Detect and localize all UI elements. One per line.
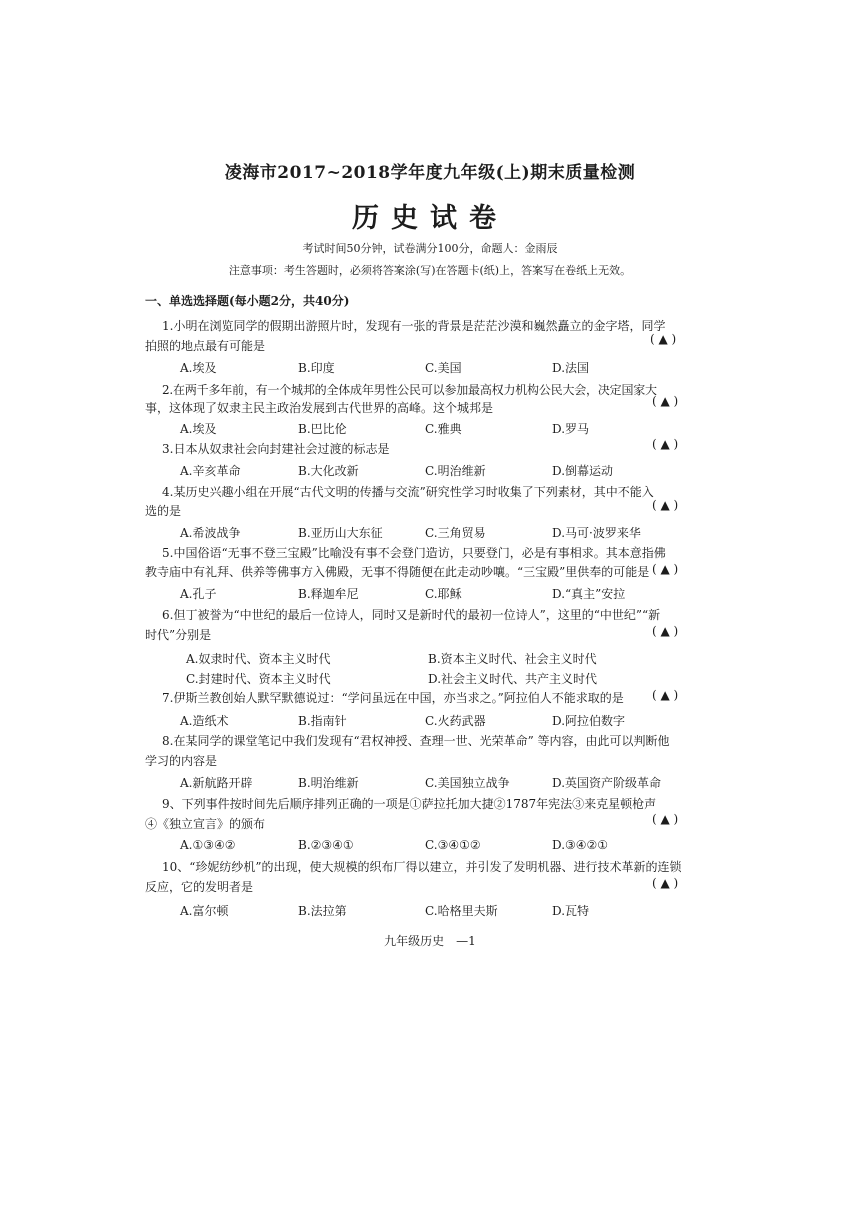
question-1-answer-mark: ( ▲ ) [650,332,677,346]
question-2-answer-mark: ( ▲ ) [652,394,679,408]
question-5-line-1: 5.中国俗语“无事不登三宝殿”比喻没有事不会登门造访，只要登门，必是有事相求。其本意指佛 [162,546,666,560]
question-3-option-d: D.倒幕运动 [552,464,614,478]
question-4-option-a: A.希波战争 [180,526,241,540]
question-1-option-b: B.印度 [298,361,335,375]
question-5-line-2: 教寺庙中有礼拜、供养等佛事方入佛殿，无事不得随便在此走动吵嚷。“三宝殿”里供奉的可能是 [145,565,650,579]
exam-subtitle: 历史试卷 [352,203,508,234]
question-8-line-1: 8.在某同学的课堂笔记中我们发现有“君权神授、查理一世、光荣革命” 等内容，由此可以判断他 [162,734,670,748]
question-2-option-d: D.罗马 [552,422,590,436]
question-4-option-c: C.三角贸易 [425,526,486,540]
question-6-option-d: D.社会主义时代、共产主义时代 [428,672,598,686]
exam-title: 凌海市2017~2018学年度九年级(上)期末质量检测 [224,163,636,183]
question-4-line-1: 4.某历史兴趣小组在开展“古代文明的传播与交流”研究性学习时收集了下列素材，其中不能入 [162,485,654,499]
question-5-option-d: D.“真主”安拉 [552,587,626,601]
question-3-option-b: B.大化改新 [298,464,359,478]
question-3-line-1: 3.日本从奴隶社会向封建社会过渡的标志是 [162,442,390,456]
question-8-option-b: B.明治维新 [298,776,359,790]
question-6-answer-mark: ( ▲ ) [652,624,679,638]
question-5-answer-mark: ( ▲ ) [652,562,679,576]
question-5-option-c: C.耶稣 [425,587,462,601]
question-2-option-a: A.埃及 [180,422,217,436]
question-1-line-1: 1.小明在浏览同学的假期出游照片时，发现有一张的背景是茫茫沙漠和巍然矗立的金字塔，同学 [162,319,666,333]
question-8-option-a: A.新航路开辟 [180,776,253,790]
question-10-option-a: A.富尔顿 [180,904,229,918]
question-7-line-1: 7.伊斯兰教创始人默罕默德说过：“学问虽远在中国，亦当求之。”阿拉伯人不能求取的是 [162,691,624,705]
question-10-line-1: 10、“珍妮纺纱机”的出现，使大规模的织布厂得以建立，并引发了发明机器、进行技术革新的连锁 [162,860,682,874]
question-9-answer-mark: ( ▲ ) [652,812,679,826]
question-7-option-d: D.阿拉伯数字 [552,714,626,728]
question-9-line-1: 9、下列事件按时间先后顺序排列正确的一项是①萨拉托加大捷②1787年宪法③来克星顿枪声 [162,797,657,811]
question-1-option-c: C.美国 [425,361,462,375]
question-10-line-2: 反应，它的发明者是 [145,880,254,894]
question-10-option-b: B.法拉第 [298,904,347,918]
question-4-option-b: B.亚历山大东征 [298,526,383,540]
question-3-answer-mark: ( ▲ ) [652,437,679,451]
question-6-option-a: A.奴隶时代、资本主义时代 [186,652,331,666]
question-3-option-a: A.辛亥革命 [180,464,241,478]
question-1-option-a: A.埃及 [180,361,217,375]
question-9-option-b: B.②③④① [298,838,354,852]
question-6-line-1: 6.但丁被誉为“中世纪的最后一位诗人，同时又是新时代的最初一位诗人”，这里的“中世纪”“新 [162,608,661,622]
question-1-line-2: 拍照的地点最有可能是 [145,339,266,353]
question-9-option-c: C.③④①② [425,838,481,852]
question-10-option-d: D.瓦特 [552,904,590,918]
question-6-option-c: C.封建时代、资本主义时代 [186,672,331,686]
question-2-option-c: C.雅典 [425,422,462,436]
question-2-line-1: 2.在两千多年前，有一个城邦的全体成年男性公民可以参加最高权力机构公民大会，决定国家大 [162,383,657,397]
question-7-option-a: A.造纸术 [180,714,229,728]
question-9-option-d: D.③④②① [552,838,609,852]
exam-info-line1: 考试时间50分钟，试卷满分100分，命题人：金雨辰 [302,242,558,255]
question-2-line-2: 事，这体现了奴隶主民主政治发展到古代世界的高峰。这个城邦是 [145,401,494,415]
question-10-answer-mark: ( ▲ ) [652,876,679,890]
question-8-option-d: D.英国资产阶级革命 [552,776,662,790]
question-3-option-c: C.明治维新 [425,464,486,478]
question-10-option-c: C.哈格里夫斯 [425,904,498,918]
question-7-answer-mark: ( ▲ ) [652,688,679,702]
question-7-option-b: B.指南针 [298,714,347,728]
exam-notice-line: 注意事项：考生答题时，必须将答案涂(写)在答题卡(纸)上，答案写在卷纸上无效。 [228,264,632,277]
question-4-answer-mark: ( ▲ ) [652,498,679,512]
question-4-line-2: 选的是 [145,504,182,518]
question-8-line-2: 学习的内容是 [145,754,218,768]
question-6-option-b: B.资本主义时代、社会主义时代 [428,652,597,666]
question-6-line-2: 时代”分别是 [145,628,212,642]
question-9-option-a: A.①③④② [180,838,236,852]
question-7-option-c: C.火药武器 [425,714,486,728]
section-title: 一、单选选择题(每小题2分，共40分) [145,294,350,308]
question-9-line-2: ④《独立宣言》的颁布 [145,817,266,831]
question-5-option-a: A.孔子 [180,587,217,601]
question-1-option-d: D.法国 [552,361,590,375]
question-2-option-b: B.巴比伦 [298,422,347,436]
question-4-option-d: D.马可·波罗来华 [552,526,641,540]
question-5-option-b: B.释迦牟尼 [298,587,359,601]
page-footer: 九年级历史 —1 [384,934,476,948]
question-8-option-c: C.美国独立战争 [425,776,510,790]
